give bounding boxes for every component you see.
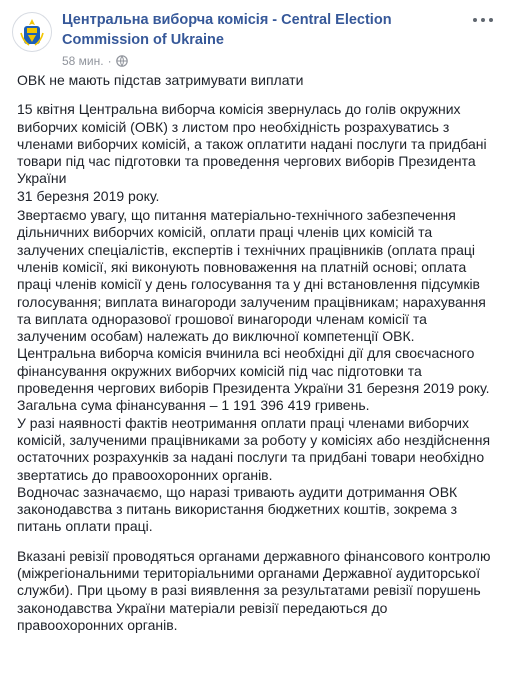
post-line: проведення чергових виборів Президента України 31 березня 2019 року. — [17, 380, 490, 397]
post-body — [17, 72, 497, 634]
post-line: Вказані ревізії проводяться органами державного фінансового контролю — [17, 547, 491, 564]
post-line: товари під час підготовки та проведення чергових виборів Президента — [17, 153, 476, 170]
post-line: дільничних виборчих комісій, оплати праці членів цих комісій та — [17, 224, 433, 241]
post-line: залученим особам) належать до виключної компетенції ОВК. — [17, 328, 415, 345]
post-line: України — [17, 170, 67, 187]
cec-logo-icon — [13, 13, 51, 51]
post-line: виборчих комісій (ОВК) з листом про необхідність розрахуватись з — [17, 118, 450, 135]
post-line: У разі наявності фактів неотримання оплати праці членами виборчих — [17, 414, 469, 431]
post-line: остаточних розрахунків за надані послуги та придбані товари необхідно — [17, 449, 485, 466]
post-line: 31 березня 2019 року. — [17, 187, 160, 204]
post-line: праці членів комісії у день голосування та у дні встановлення підсумків — [17, 276, 480, 293]
post-line: та виплата одноразової грошової винагороди членам комісії та — [17, 310, 427, 327]
post-title: ОВК не мають підстав затримувати виплати — [17, 72, 304, 88]
globe-icon[interactable] — [116, 55, 128, 67]
post-line: законодавства з питань використання бюджетних коштів, зокрема з — [17, 501, 458, 518]
page-name-line-1: Центральна виборча комісія - Central Election — [62, 12, 392, 28]
post-line: голосування; виплата винагороди залученим працівникам; нарахування — [17, 293, 486, 310]
post-line: членами виборчих комісій, а також оплатити надані послуги та придбані — [17, 135, 487, 152]
post-line: членів комісії, які виконують повноваження на платній основі; оплата — [17, 258, 467, 275]
post-line: законодавства України матеріали ревізії передаються до — [17, 599, 388, 616]
page-avatar[interactable] — [12, 12, 52, 52]
post-line: Центральна виборча комісія вчинила всі необхідні дії для своєчасного — [17, 345, 475, 362]
post-line: комісій, залученими працівниками за роботу у комісіях або нездійснення — [17, 431, 491, 448]
more-options-icon[interactable] — [473, 14, 493, 26]
post-meta: 58 мин. · — [62, 54, 128, 68]
post-line: фінансування окружних виборчих комісій під час підготовки та — [17, 362, 422, 379]
post-line: Звертаємо увагу, що питання матеріально-технічного забезпечення — [17, 207, 456, 224]
post-line: 15 квітня Центральна виборча комісія звернулась до голів окружних — [17, 101, 461, 118]
post-line: служби). При цьому в разі виявлення за результатами ревізії порушень — [17, 582, 481, 599]
post-line: правоохоронних органів. — [17, 616, 178, 633]
page-name-line-2: Commission of Ukraine — [62, 32, 224, 48]
post-line: звертатись до правоохоронних органів. — [17, 466, 273, 483]
post-line: Загальна сума фінансування – 1 191 396 419 гривень. — [17, 397, 370, 414]
post-line: питань оплати праці. — [17, 518, 153, 535]
post-timestamp[interactable]: 58 мин. — [62, 54, 104, 68]
post-line: залучених спеціалістів, експертів і технічних працівників (оплата праці — [17, 241, 475, 258]
page-name-link[interactable] — [62, 10, 452, 50]
post-line: Водночас зазначаємо, що наразі тривають аудити дотримання ОВК — [17, 483, 458, 500]
post-header — [12, 10, 493, 68]
post-line: (міжрегіональними територіальними органами Державної аудиторської — [17, 565, 481, 582]
